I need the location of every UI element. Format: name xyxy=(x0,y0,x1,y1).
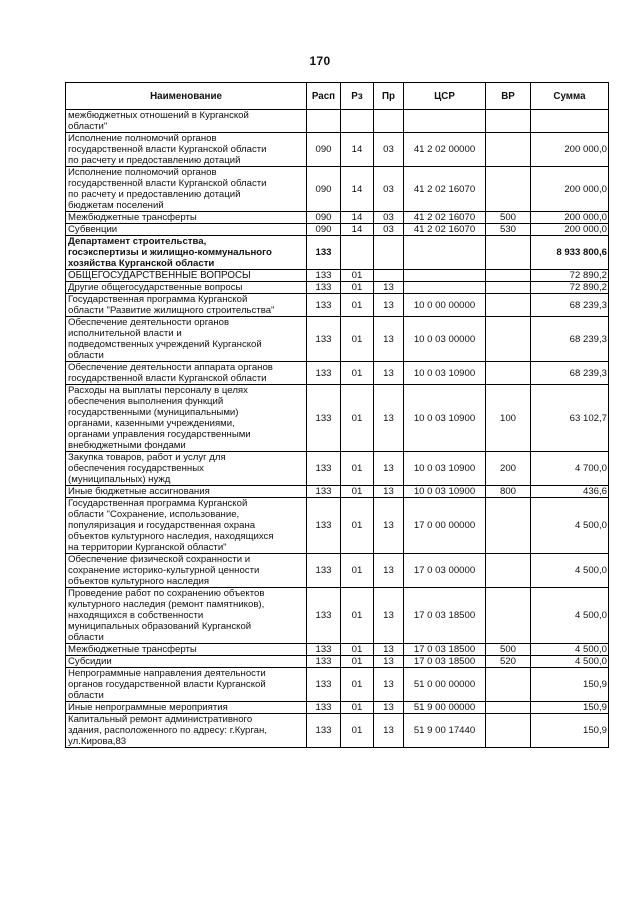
cell-name-line: культурного наследия (ремонт памятников), xyxy=(68,599,265,610)
cell-vr: 200 xyxy=(486,452,531,486)
cell-name-line: области" xyxy=(68,121,108,132)
cell-name xyxy=(66,110,307,133)
cell-rz: 01 xyxy=(341,362,374,385)
cell-name-line: популяризация и государственная охрана xyxy=(68,520,256,531)
cell-pr: 03 xyxy=(374,212,404,224)
cell-rasp: 133 xyxy=(307,656,341,668)
table-row xyxy=(66,452,609,486)
cell-pr: 13 xyxy=(374,702,404,714)
cell-csr xyxy=(404,236,486,270)
cell-rz: 14 xyxy=(341,224,374,236)
cell-sum: 4 500,0 xyxy=(531,554,609,588)
cell-sum: 4 700,0 xyxy=(531,452,609,486)
cell-rz: 01 xyxy=(341,644,374,656)
cell-csr: 10 0 03 10900 xyxy=(404,452,486,486)
cell-pr: 13 xyxy=(374,498,404,554)
cell-rz xyxy=(341,236,374,270)
cell-name xyxy=(66,668,307,702)
cell-name-line: Межбюджетные трансферты xyxy=(68,212,197,223)
cell-pr xyxy=(374,270,404,282)
table-row xyxy=(66,486,609,498)
cell-name-line: Закупка товаров, работ и услуг для xyxy=(68,452,226,463)
table-row xyxy=(66,317,609,362)
cell-name-line: области xyxy=(68,690,104,701)
cell-rasp: 090 xyxy=(307,212,341,224)
cell-vr xyxy=(486,133,531,167)
cell-name-line: Обеспечение физической сохранности и xyxy=(68,554,251,565)
cell-rz: 01 xyxy=(341,668,374,702)
table-row xyxy=(66,656,609,668)
cell-pr: 13 xyxy=(374,385,404,452)
table-row xyxy=(66,224,609,236)
cell-name xyxy=(66,212,307,224)
cell-vr xyxy=(486,294,531,317)
table-row xyxy=(66,702,609,714)
cell-rz: 01 xyxy=(341,486,374,498)
cell-pr: 03 xyxy=(374,224,404,236)
cell-rasp: 133 xyxy=(307,714,341,748)
cell-sum: 150,9 xyxy=(531,668,609,702)
table-row xyxy=(66,668,609,702)
table-row xyxy=(66,644,609,656)
table-header-row xyxy=(66,83,609,110)
column-header-sum: Сумма xyxy=(531,83,609,110)
cell-csr: 10 0 03 10900 xyxy=(404,385,486,452)
cell-rz: 01 xyxy=(341,385,374,452)
cell-name-line: находящихся в собственности xyxy=(68,610,204,621)
cell-csr: 10 0 03 10900 xyxy=(404,486,486,498)
cell-sum: 200 000,0 xyxy=(531,224,609,236)
cell-csr: 10 0 03 10900 xyxy=(404,362,486,385)
cell-name xyxy=(66,588,307,644)
cell-sum: 68 239,3 xyxy=(531,294,609,317)
column-header-csr: ЦСР xyxy=(404,83,486,110)
cell-vr xyxy=(486,270,531,282)
cell-sum: 63 102,7 xyxy=(531,385,609,452)
cell-name-line: государственными (муниципальными) xyxy=(68,407,239,418)
cell-sum: 436,6 xyxy=(531,486,609,498)
cell-name-line: здания, расположенного по адресу: г.Курган, xyxy=(68,725,267,736)
column-header-rasp: Расп xyxy=(307,83,341,110)
cell-name-line: Иные бюджетные ассигнования xyxy=(68,486,210,497)
cell-name-line: органов государственной власти Курганской xyxy=(68,679,266,690)
cell-name xyxy=(66,498,307,554)
cell-name-line: (муниципальных) нужд xyxy=(68,474,171,485)
cell-pr: 03 xyxy=(374,167,404,212)
cell-sum: 4 500,0 xyxy=(531,588,609,644)
table-row xyxy=(66,554,609,588)
cell-pr: 13 xyxy=(374,282,404,294)
cell-name xyxy=(66,362,307,385)
cell-rasp: 133 xyxy=(307,644,341,656)
cell-vr xyxy=(486,498,531,554)
table-row xyxy=(66,212,609,224)
table-row xyxy=(66,270,609,282)
cell-name xyxy=(66,294,307,317)
cell-sum: 150,9 xyxy=(531,714,609,748)
cell-name-line: исполнительной власти и xyxy=(68,328,182,339)
cell-name-line: Департамент строительства, xyxy=(68,236,207,247)
cell-sum: 4 500,0 xyxy=(531,644,609,656)
cell-vr xyxy=(486,554,531,588)
cell-name-line: по расчету и предоставлению дотаций xyxy=(68,189,241,200)
cell-name-line: Государственная программа Курганской xyxy=(68,294,248,305)
cell-vr xyxy=(486,702,531,714)
cell-rasp xyxy=(307,110,341,133)
cell-name-line: Проведение работ по сохранению объектов xyxy=(68,588,265,599)
cell-vr xyxy=(486,282,531,294)
cell-name-line: Непрограммные направления деятельности xyxy=(68,668,266,679)
cell-rz: 01 xyxy=(341,270,374,282)
cell-pr: 13 xyxy=(374,588,404,644)
cell-vr: 500 xyxy=(486,212,531,224)
cell-name xyxy=(66,133,307,167)
table-row xyxy=(66,588,609,644)
cell-name-line: Субвенции xyxy=(68,224,118,235)
cell-name-line: области xyxy=(68,632,104,643)
cell-name-line: ул.Кирова,83 xyxy=(68,736,127,747)
cell-pr: 13 xyxy=(374,668,404,702)
cell-name xyxy=(66,452,307,486)
cell-pr: 13 xyxy=(374,362,404,385)
cell-rasp: 090 xyxy=(307,224,341,236)
cell-rz: 01 xyxy=(341,714,374,748)
cell-name-line: Исполнение полномочий органов xyxy=(68,167,217,178)
cell-name xyxy=(66,167,307,212)
cell-name-line: Капитальный ремонт административного xyxy=(68,714,253,725)
cell-name xyxy=(66,270,307,282)
cell-name xyxy=(66,702,307,714)
cell-csr: 51 0 00 00000 xyxy=(404,668,486,702)
table-row xyxy=(66,110,609,133)
cell-rz: 01 xyxy=(341,317,374,362)
cell-rz: 01 xyxy=(341,294,374,317)
cell-rasp: 090 xyxy=(307,133,341,167)
cell-vr xyxy=(486,714,531,748)
cell-sum: 200 000,0 xyxy=(531,133,609,167)
cell-name xyxy=(66,236,307,270)
cell-name-line: подведомственных учреждений Курганской xyxy=(68,339,262,350)
cell-name-line: Обеспечение деятельности аппарата органов xyxy=(68,362,273,373)
cell-sum: 68 239,3 xyxy=(531,362,609,385)
cell-rasp: 133 xyxy=(307,294,341,317)
cell-vr: 100 xyxy=(486,385,531,452)
cell-rasp: 133 xyxy=(307,554,341,588)
cell-name xyxy=(66,656,307,668)
cell-sum: 4 500,0 xyxy=(531,498,609,554)
cell-name-line: межбюджетных отношений в Курганской xyxy=(68,110,249,121)
cell-csr xyxy=(404,110,486,133)
cell-csr: 41 2 02 16070 xyxy=(404,212,486,224)
cell-csr: 17 0 03 18500 xyxy=(404,644,486,656)
table-row xyxy=(66,714,609,748)
cell-rasp: 133 xyxy=(307,452,341,486)
cell-vr xyxy=(486,668,531,702)
cell-rasp: 133 xyxy=(307,702,341,714)
cell-csr: 41 2 02 16070 xyxy=(404,167,486,212)
cell-pr xyxy=(374,236,404,270)
cell-rasp: 090 xyxy=(307,167,341,212)
cell-name xyxy=(66,554,307,588)
cell-name xyxy=(66,644,307,656)
cell-name-line: органами управления государственными xyxy=(68,429,251,440)
table-row xyxy=(66,282,609,294)
cell-csr: 41 2 02 16070 xyxy=(404,224,486,236)
cell-name-line: сохранение историко-культурной ценности xyxy=(68,565,260,576)
cell-rz: 01 xyxy=(341,554,374,588)
cell-sum: 8 933 800,6 xyxy=(531,236,609,270)
cell-name-line: Государственная программа Курганской xyxy=(68,498,248,509)
cell-pr: 03 xyxy=(374,133,404,167)
page-number: 170 xyxy=(309,54,331,68)
table-body xyxy=(66,110,609,748)
cell-csr xyxy=(404,270,486,282)
cell-rz: 01 xyxy=(341,498,374,554)
column-header-name: Наименование xyxy=(66,83,307,110)
cell-name-line: госэкспертизы и жилищно-коммунального xyxy=(68,247,272,258)
cell-pr: 13 xyxy=(374,554,404,588)
cell-name-line: обеспечения государственных xyxy=(68,463,204,474)
cell-rz: 01 xyxy=(341,282,374,294)
cell-pr: 13 xyxy=(374,656,404,668)
column-header-rz: Рз xyxy=(341,83,374,110)
cell-rasp: 133 xyxy=(307,668,341,702)
column-header-pr: Пр xyxy=(374,83,404,110)
cell-name-line: государственной власти Курганской области xyxy=(68,373,267,384)
cell-sum: 72 890,2 xyxy=(531,282,609,294)
cell-rz: 01 xyxy=(341,656,374,668)
cell-name-line: Другие общегосударственные вопросы xyxy=(68,282,243,293)
cell-name-line: ОБЩЕГОСУДАРСТВЕННЫЕ ВОПРОСЫ xyxy=(68,270,251,281)
cell-rasp: 133 xyxy=(307,362,341,385)
cell-sum xyxy=(531,110,609,133)
table-row xyxy=(66,362,609,385)
cell-name-line: области xyxy=(68,350,104,361)
cell-rasp: 133 xyxy=(307,498,341,554)
cell-name xyxy=(66,486,307,498)
cell-rasp: 133 xyxy=(307,588,341,644)
cell-csr: 17 0 03 18500 xyxy=(404,588,486,644)
cell-csr: 17 0 03 00000 xyxy=(404,554,486,588)
cell-name-line: Расходы на выплаты персоналу в целях xyxy=(68,385,248,396)
cell-csr xyxy=(404,282,486,294)
cell-name-line: государственной власти Курганской области xyxy=(68,144,267,155)
cell-name-line: области "Развитие жилищного строительства" xyxy=(68,305,275,316)
cell-sum: 4 500,0 xyxy=(531,656,609,668)
cell-sum: 150,9 xyxy=(531,702,609,714)
cell-csr: 51 9 00 17440 xyxy=(404,714,486,748)
cell-rasp: 133 xyxy=(307,236,341,270)
cell-name xyxy=(66,385,307,452)
cell-csr: 17 0 03 18500 xyxy=(404,656,486,668)
cell-rz: 01 xyxy=(341,588,374,644)
cell-pr: 13 xyxy=(374,294,404,317)
cell-sum: 200 000,0 xyxy=(531,167,609,212)
cell-vr: 530 xyxy=(486,224,531,236)
cell-vr: 520 xyxy=(486,656,531,668)
cell-name-line: Субсидии xyxy=(68,656,112,667)
cell-name-line: бюджетам поселений xyxy=(68,200,164,211)
cell-vr xyxy=(486,110,531,133)
cell-rz xyxy=(341,110,374,133)
cell-name-line: Иные непрограммные мероприятия xyxy=(68,702,228,713)
cell-name xyxy=(66,282,307,294)
cell-name-line: на территории Курганской области" xyxy=(68,542,227,553)
cell-rz: 14 xyxy=(341,133,374,167)
cell-pr: 13 xyxy=(374,714,404,748)
cell-vr xyxy=(486,588,531,644)
table-row xyxy=(66,167,609,212)
cell-vr xyxy=(486,167,531,212)
cell-csr: 51 9 00 00000 xyxy=(404,702,486,714)
cell-name xyxy=(66,224,307,236)
cell-pr: 13 xyxy=(374,317,404,362)
cell-sum: 200 000,0 xyxy=(531,212,609,224)
cell-name-line: обеспечения выполнения функций xyxy=(68,396,224,407)
cell-name-line: объектов культурного наследия, находящихся xyxy=(68,531,274,542)
cell-csr: 10 0 03 00000 xyxy=(404,317,486,362)
cell-rasp: 133 xyxy=(307,486,341,498)
cell-name-line: Обеспечение деятельности органов xyxy=(68,317,230,328)
cell-rasp: 133 xyxy=(307,385,341,452)
cell-name xyxy=(66,714,307,748)
cell-name xyxy=(66,317,307,362)
cell-name-line: по расчету и предоставлению дотаций xyxy=(68,155,241,166)
budget-table xyxy=(65,82,609,748)
table-row xyxy=(66,236,609,270)
cell-rz: 14 xyxy=(341,212,374,224)
column-header-vr: ВР xyxy=(486,83,531,110)
cell-name-line: муниципальных образований Курганской xyxy=(68,621,252,632)
cell-csr: 17 0 00 00000 xyxy=(404,498,486,554)
cell-vr xyxy=(486,317,531,362)
cell-sum: 68 239,3 xyxy=(531,317,609,362)
cell-vr: 500 xyxy=(486,644,531,656)
table-row xyxy=(66,133,609,167)
cell-name-line: Исполнение полномочий органов xyxy=(68,133,217,144)
cell-csr: 41 2 02 00000 xyxy=(404,133,486,167)
cell-name-line: внебюджетными фондами xyxy=(68,440,186,451)
cell-name-line: государственной власти Курганской области xyxy=(68,178,267,189)
table-row xyxy=(66,498,609,554)
cell-name-line: области "Сохранение, использование, xyxy=(68,509,240,520)
cell-sum: 72 890,2 xyxy=(531,270,609,282)
cell-name-line: Межбюджетные трансферты xyxy=(68,644,197,655)
cell-vr xyxy=(486,362,531,385)
cell-pr: 13 xyxy=(374,486,404,498)
cell-vr xyxy=(486,236,531,270)
cell-pr xyxy=(374,110,404,133)
cell-name-line: органами, казенными учреждениями, xyxy=(68,418,235,429)
table-row xyxy=(66,294,609,317)
cell-rz: 14 xyxy=(341,167,374,212)
cell-rasp: 133 xyxy=(307,282,341,294)
cell-pr: 13 xyxy=(374,644,404,656)
table-row xyxy=(66,385,609,452)
cell-csr: 10 0 00 00000 xyxy=(404,294,486,317)
cell-rz: 01 xyxy=(341,702,374,714)
cell-name-line: хозяйства Курганской области xyxy=(68,258,215,269)
cell-pr: 13 xyxy=(374,452,404,486)
cell-vr: 800 xyxy=(486,486,531,498)
cell-rasp: 133 xyxy=(307,317,341,362)
cell-rz: 01 xyxy=(341,452,374,486)
cell-rasp: 133 xyxy=(307,270,341,282)
cell-name-line: объектов культурного наследия xyxy=(68,576,210,587)
